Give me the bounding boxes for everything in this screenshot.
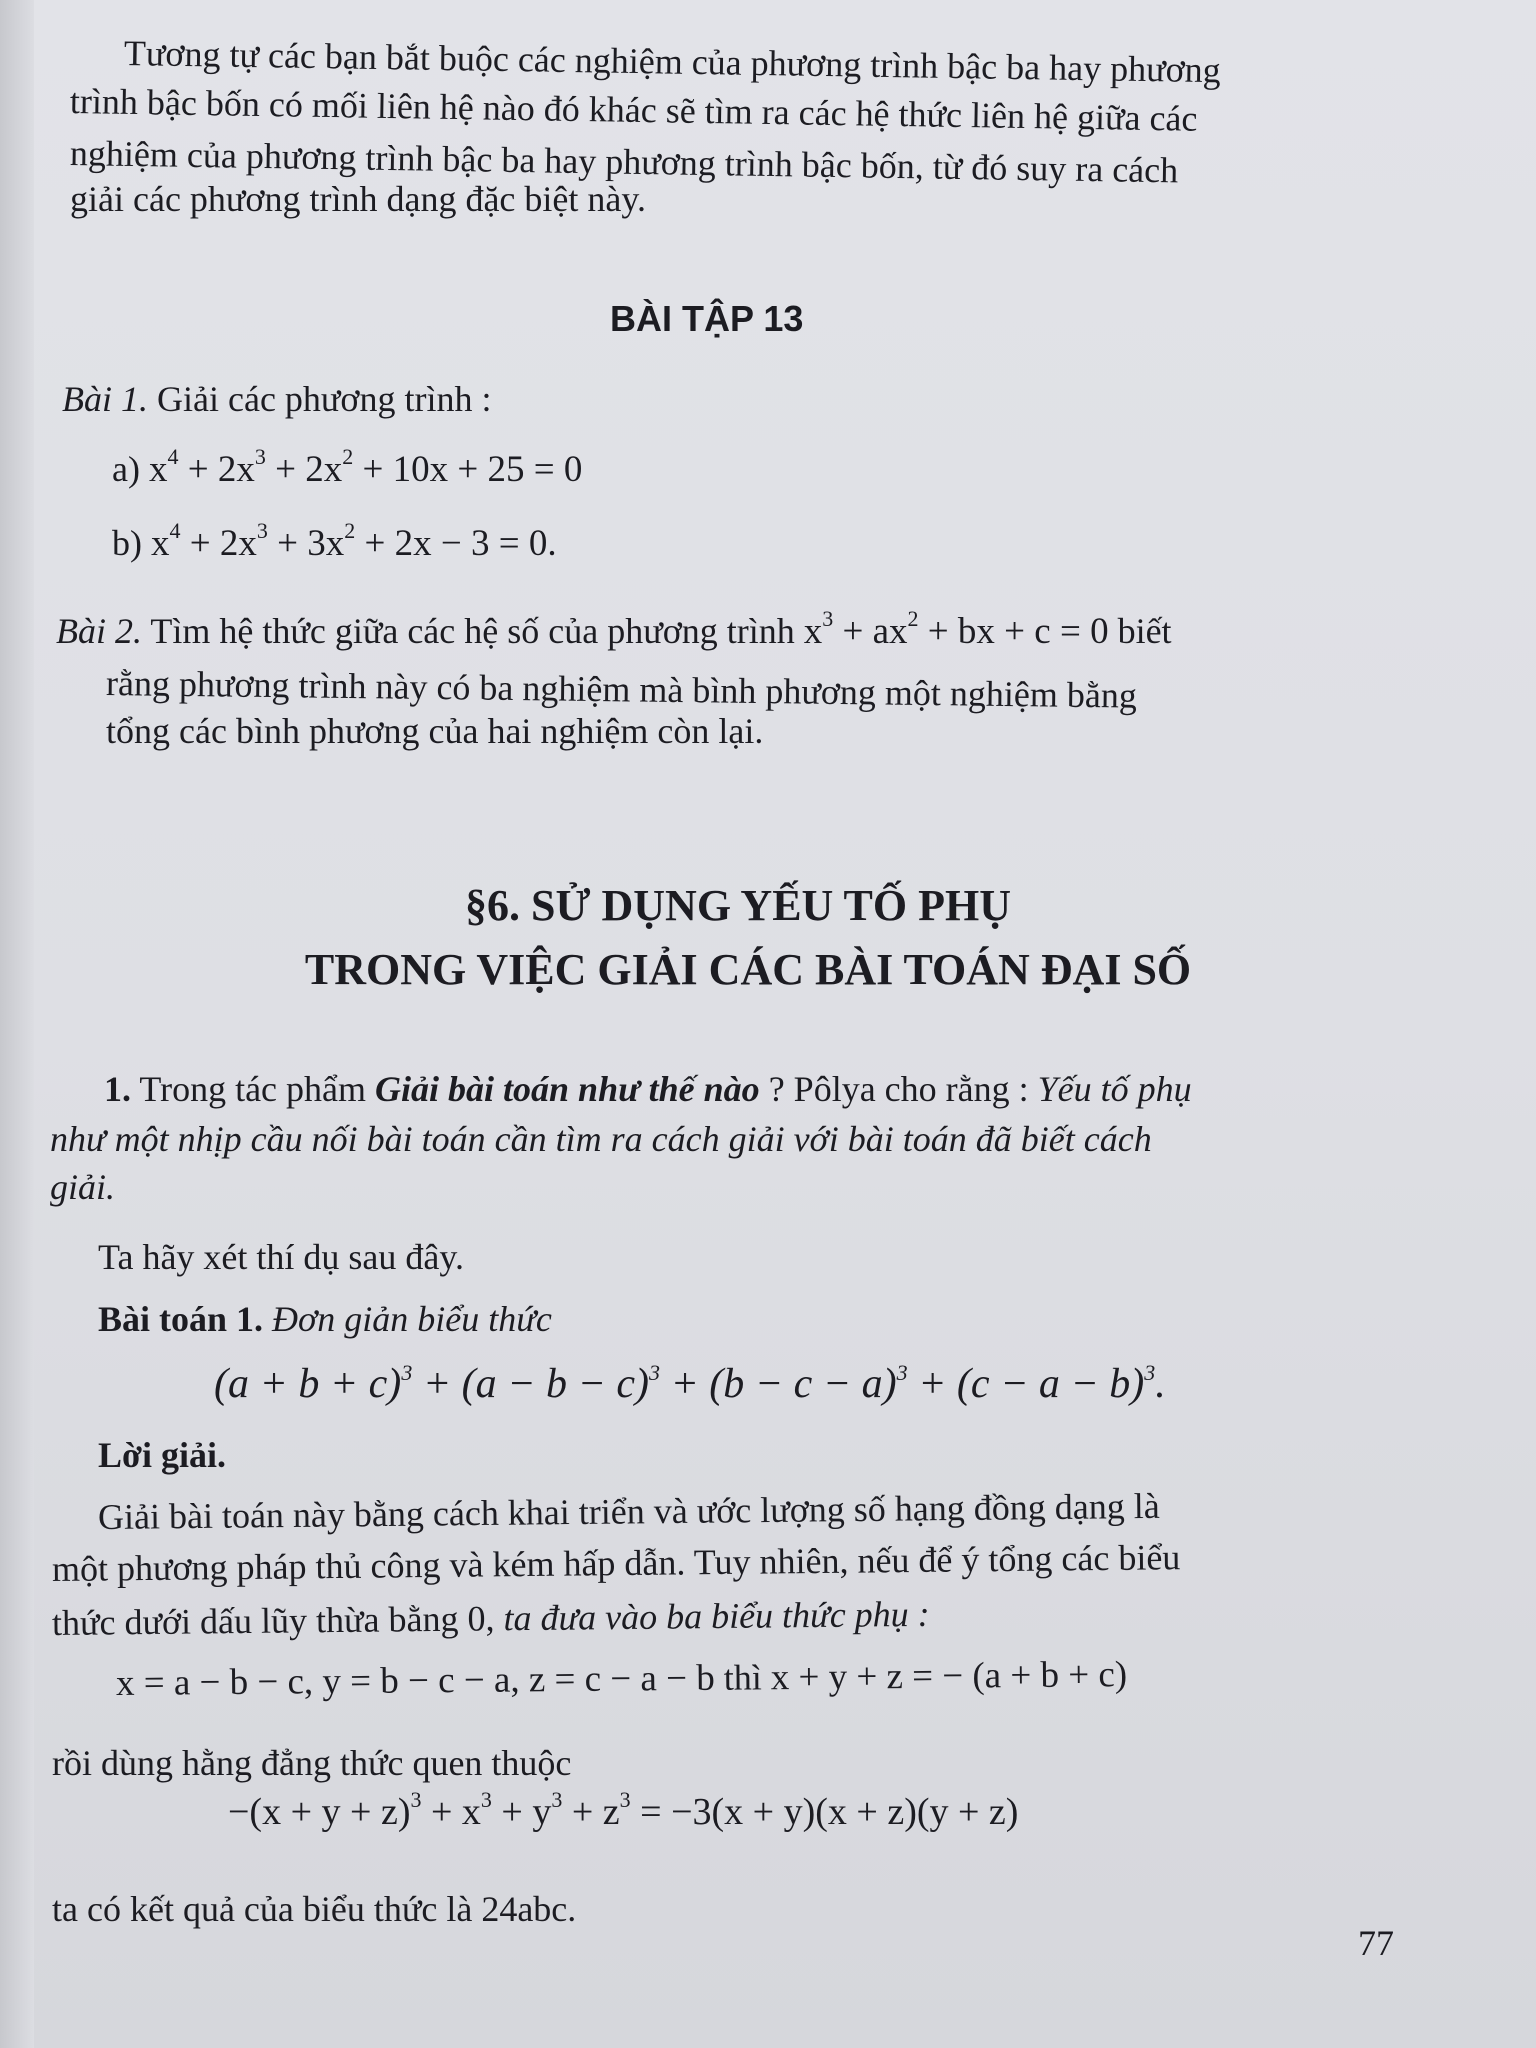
intro-line-1: Tương tự các bạn bắt buộc các nghiệm của phương trình bậc ba hay phương xyxy=(123,33,1221,91)
intro-line-2: trình bậc bốn có mối liên hệ nào đó khác sẽ tìm ra các hệ thức liên hệ giữa các xyxy=(69,81,1198,139)
para1-book-title: Giải bài toán như thế nào xyxy=(375,1069,760,1109)
substitution-defs: x = a − b − c, y = b − c − a, z = c − a − b xyxy=(115,1657,715,1704)
section-heading-line-1: §6. SỬ DỤNG YẾU TỐ PHỤ xyxy=(465,881,1011,930)
bai1-b-label: b) xyxy=(112,523,142,563)
bai1-a-label: a) xyxy=(112,449,140,489)
page-gutter-shadow xyxy=(0,0,34,2048)
solution-line-3 xyxy=(52,1591,930,1646)
substitution-then: thì xyxy=(723,1657,762,1698)
para1-number: 1. xyxy=(104,1069,131,1109)
page-number: 77 xyxy=(1358,1923,1394,1963)
substitution-sum: x + y + z = − (a + b + c) xyxy=(770,1654,1128,1699)
problem1-expression: $(a + b + c)^3 + (a - b - c)^3 + (b - c - a)^3 + (c - a - b)^3$. xyxy=(214,1360,1166,1407)
bai2-line-3: tổng các bình phương của hai nghiệm còn lại. xyxy=(106,711,764,751)
para1-text-b: ? Pôlya cho rằng : xyxy=(768,1069,1029,1109)
para2: Ta hãy xét thí dụ sau đây. xyxy=(98,1237,465,1277)
solution-line-3b: ta đưa vào ba biểu thức phụ : xyxy=(503,1593,930,1639)
intro-line-3: nghiệm của phương trình bậc ba hay phương trình bậc bốn, từ đó suy ra cách xyxy=(69,133,1179,191)
para1-quote-3: giải. xyxy=(50,1167,116,1207)
problem1-label: Bài toán 1. xyxy=(98,1299,264,1339)
bai1-a xyxy=(112,446,582,493)
bai1-a-equation: $x^4 + 2x^3 + 2x^2 + 10x + 25 = 0$ xyxy=(148,444,583,490)
substitution-line xyxy=(116,1651,1128,1707)
bai2-text: Tìm hệ thức giữa các hệ số của phương trình xyxy=(150,611,795,651)
bai2-line-2: rằng phương trình này có ba nghiệm mà bình phương một nghiệm bằng xyxy=(105,663,1138,716)
problem1-line xyxy=(98,1296,552,1342)
identity-equation: $-(x + y + z)^3 + x^3 + y^3 + z^3 = -3(x + y)(x + z)(y + z)$ xyxy=(228,1787,1019,1833)
bai2-equation: $x^3 + ax^2$ + bx + c = 0 xyxy=(803,606,1109,652)
bai1-label: Bài 1. xyxy=(62,379,148,419)
para1-text-a: Trong tác phẩm xyxy=(139,1069,367,1109)
exercise-title: BÀI TẬP 13 xyxy=(610,298,804,339)
para1-quote-2: như một nhịp cầu nối bài toán cần tìm ra cách giải với bài toán đã biết cách xyxy=(50,1119,1152,1159)
para1-line-1 xyxy=(104,1066,1192,1112)
section-heading-line-2: TRONG VIỆC GIẢI CÁC BÀI TOÁN ĐẠI SỐ xyxy=(304,945,1192,994)
solution-line-1: Giải bài toán này bằng cách khai triển và ước lượng số hạng đồng dạng là xyxy=(97,1485,1160,1537)
bai2-label: Bài 2. xyxy=(56,611,142,651)
result-line: ta có kết quả của biểu thức là 24abc. xyxy=(52,1889,577,1929)
problem1-text: Đơn giản biểu thức xyxy=(272,1299,552,1339)
para1-quote-1: Yếu tố phụ xyxy=(1037,1069,1192,1109)
intro-line-4: giải các phương trình dạng đặc biệt này. xyxy=(70,179,647,219)
solution-label: Lời giải. xyxy=(98,1435,226,1475)
bai1-b-equation: $x^4 + 2x^3 + 3x^2 + 2x - 3 = 0$. xyxy=(151,518,557,564)
bai1-line xyxy=(62,376,491,422)
solution-line-2: một phương pháp thủ công và kém hấp dẫn. Tuy nhiên, nếu để ý tổng các biểu xyxy=(51,1537,1181,1589)
bai2-line-1 xyxy=(56,608,1172,655)
identity-intro: rồi dùng hằng đẳng thức quen thuộc xyxy=(52,1743,572,1783)
bai1-b xyxy=(112,520,557,567)
bai2-end: biết xyxy=(1117,611,1172,651)
bai1-text: Giải các phương trình : xyxy=(157,379,492,419)
solution-line-3a: thức dưới dấu lũy thừa bằng 0, xyxy=(51,1598,495,1643)
